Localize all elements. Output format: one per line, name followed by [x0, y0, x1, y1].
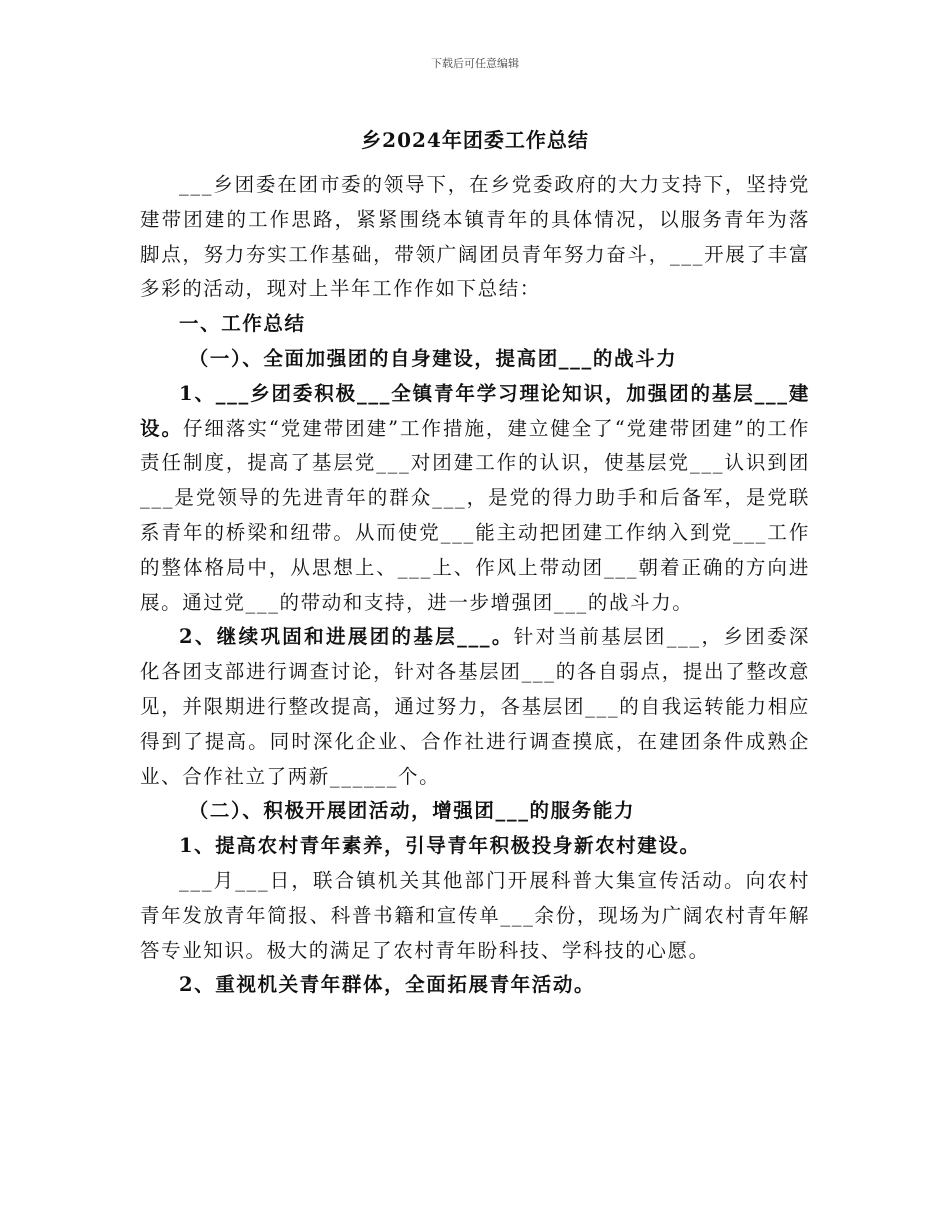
item-lead-1: 1、___乡团委积极___全镇青年学习理论知识，加强团的基层___建设。 [140, 381, 810, 440]
section-heading-1: 一、工作总结 [179, 312, 306, 336]
item-lead-2: 2、继续巩固和进展团的基层___。 [179, 625, 514, 649]
item-paragraph-3: ___月___日，联合镇机关其他部门开展科普大集宣传活动。向农村青年发放青年简报、科普书籍和宣传单___余份，现场为广阔农村青年解答专业知识。极大的满足了农村青年盼科技、学科技的心愿。 [140, 868, 810, 962]
item-heading-4: 2、重视机关青年群体，全面拓展青年活动。 [179, 973, 596, 997]
subsection-heading-2: （二）、积极开展团活动，增强团___的服务能力 [188, 799, 636, 823]
item-heading-3: 1、提高农村青年素养，引导青年积极投身新农村建设。 [179, 834, 701, 858]
header-note: 下载后可任意编辑 [431, 57, 519, 70]
item-paragraph-2 [140, 620, 810, 794]
item-text-2: 针对当前基层团___，乡团委深化各团支部进行调查讨论，针对各基层团___的各自弱点，提出了整改意见，并限期进行整改提高，通过努力，各基层团___的自我运转能力相应得到了提高。同时深化企业、合作社进行调查摸底，在建团条件成熟企业、合作社立了两新______个。 [140, 625, 810, 788]
document-body [140, 168, 810, 1003]
document-title: 乡2024年团委工作总结 [361, 128, 589, 152]
subsection-heading-1: （一）、全面加强团的自身建设，提高团___的战斗力 [188, 346, 678, 370]
item-paragraph-1 [140, 377, 810, 621]
item-text-1: 仔细落实“党建带团建”工作措施，建立健全了“党建带团建”的工作责任制度，提高了基层党___对团建工作的认识，使基层党___认识到团___是党领导的先进青年的群众___，是党的得力助手和后备军，是党联系青年的桥梁和纽带。从而使党___能主动把团建工作纳入到党___工作的整体格局中，从思想上、___上、作风上带动团___朝着正确的方向进展。通过党___的带动和支持，进一步增强团___的战斗力。 [140, 416, 811, 614]
intro-paragraph: ___乡团委在团市委的领导下，在乡党委政府的大力支持下，坚持党建带团建的工作思路，紧紧围绕本镇青年的具体情况，以服务青年为落脚点，努力夯实工作基础，带领广阔团员青年努力奋斗，___开展了丰富多彩的活动，现对上半年工作作如下总结： [140, 173, 810, 301]
